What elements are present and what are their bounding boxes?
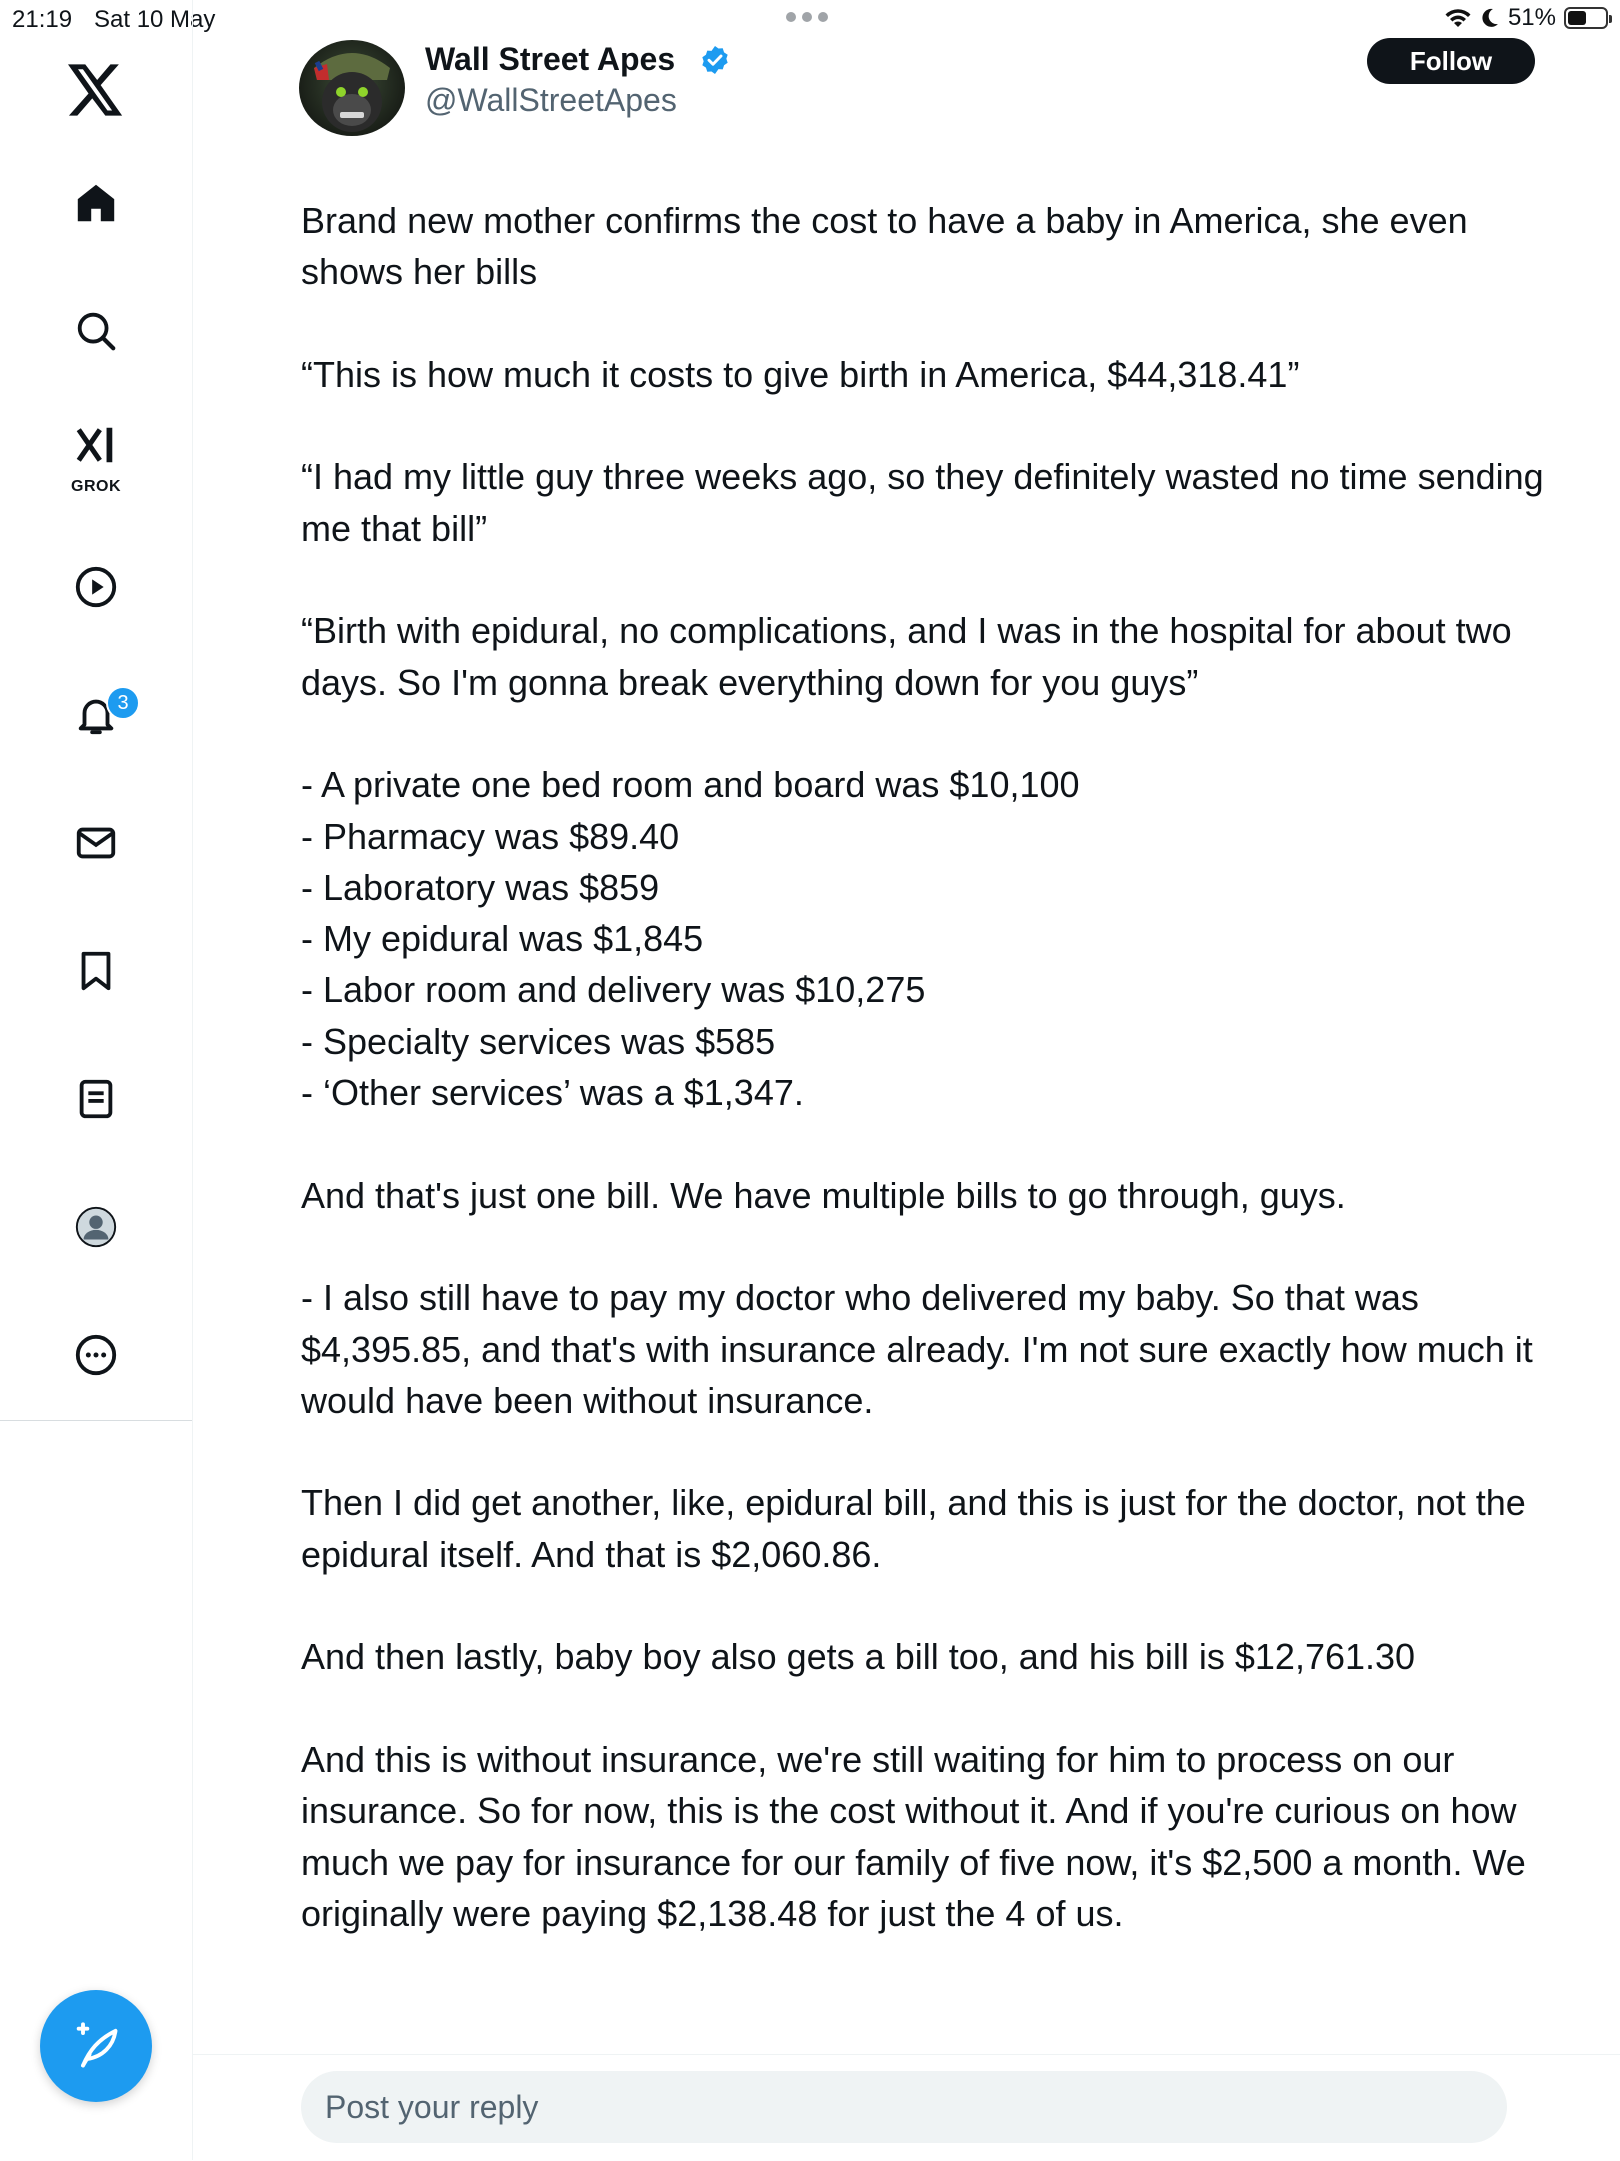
bill-items-list bbox=[301, 759, 1561, 1118]
reply-bar bbox=[193, 2054, 1620, 2161]
list-item: - ‘Other services’ was a $1,347. bbox=[301, 1072, 804, 1114]
tweet-paragraph-one-bill: And that's just one bill. We have multiple bills to go through, guys. bbox=[301, 1174, 1346, 1216]
status-time: 21:19 bbox=[12, 6, 73, 33]
compose-feather-icon bbox=[70, 2020, 122, 2072]
tweet-paragraph-intro: Brand new mother confirms the cost to have a baby in America, she even shows her bills bbox=[301, 200, 1468, 293]
x-logo-icon[interactable] bbox=[68, 64, 124, 116]
profile-icon bbox=[73, 1204, 119, 1250]
do-not-disturb-moon-icon bbox=[1480, 7, 1500, 29]
sidebar-item-bookmarks[interactable] bbox=[71, 946, 121, 996]
compose-post-button[interactable] bbox=[40, 1990, 152, 2102]
author-handle[interactable]: @WallStreetApes bbox=[425, 82, 677, 118]
reply-input[interactable] bbox=[301, 2071, 1507, 2143]
sidebar-divider bbox=[0, 1420, 192, 1421]
tweet-detail bbox=[193, 40, 1620, 2160]
wifi-icon bbox=[1444, 6, 1472, 30]
verified-badge-icon bbox=[699, 44, 731, 76]
tweet-paragraph-doctor: - I also still have to pay my doctor who delivered my baby. So that was $4,395.85, and that's with insurance already. I'm not sure exactly how much it would have been without insurance. bbox=[301, 1277, 1533, 1421]
sidebar-item-video[interactable] bbox=[71, 562, 121, 612]
search-icon bbox=[73, 308, 119, 354]
battery-icon bbox=[1564, 7, 1608, 29]
sidebar-item-profile[interactable] bbox=[71, 1202, 121, 1252]
sidebar-item-lists[interactable] bbox=[71, 1074, 121, 1124]
video-play-icon bbox=[73, 564, 119, 610]
sidebar-item-explore[interactable] bbox=[71, 306, 121, 356]
lists-icon bbox=[73, 1076, 119, 1122]
battery-percentage: 51% bbox=[1507, 4, 1556, 31]
more-icon bbox=[73, 1332, 119, 1378]
list-item: - Laboratory was $859 bbox=[301, 866, 660, 908]
tweet-paragraph-quote-total: “This is how much it costs to give birth in America, $44,318.41” bbox=[301, 353, 1300, 395]
grok-icon bbox=[73, 422, 119, 468]
mail-icon bbox=[73, 820, 119, 866]
list-item: - Pharmacy was $89.40 bbox=[301, 815, 680, 857]
notifications-badge: 3 bbox=[106, 686, 140, 720]
list-item: - My epidural was $1,845 bbox=[301, 918, 704, 960]
sidebar-nav bbox=[0, 0, 193, 2160]
gorilla-avatar-image bbox=[299, 40, 405, 136]
tweet-paragraph-insurance: And this is without insurance, we're still waiting for him to process on our insurance. So for now, this is the cost without it. And if you're curious on how much we pay for insurance for our family of five now, it's $2,500 a month. We originally were paying $2,138.48 for just the 4 of us. bbox=[301, 1738, 1526, 1934]
sidebar-item-grok[interactable] bbox=[71, 420, 121, 470]
sidebar-item-messages[interactable] bbox=[71, 818, 121, 868]
sidebar-item-more[interactable] bbox=[71, 1330, 121, 1380]
list-item: - Labor room and delivery was $10,275 bbox=[301, 969, 926, 1011]
home-icon bbox=[73, 180, 119, 226]
tweet-paragraph-epidural: Then I did get another, like, epidural bill, and this is just for the doctor, not the epidural itself. And that is $2,060.86. bbox=[301, 1482, 1526, 1575]
list-item: - Specialty services was $585 bbox=[301, 1020, 776, 1062]
tweet-paragraph-baby: And then lastly, baby boy also gets a bill too, and his bill is $12,761.30 bbox=[301, 1636, 1416, 1678]
list-item: - A private one bed room and board was $10,100 bbox=[301, 764, 1080, 806]
tweet-text bbox=[301, 195, 1561, 1990]
status-indicators bbox=[1444, 4, 1608, 32]
sidebar-item-home[interactable] bbox=[71, 178, 121, 228]
status-bar bbox=[0, 0, 1620, 40]
bookmark-icon bbox=[73, 948, 119, 994]
status-date: Sat 10 May bbox=[94, 6, 216, 33]
grok-label: GROK bbox=[71, 478, 121, 495]
tweet-paragraph-quote-breakdown: “Birth with epidural, no complications, and I was in the hospital for about two days. So I'm gonna break everything down for you guys” bbox=[301, 610, 1512, 703]
author-avatar[interactable] bbox=[299, 40, 405, 136]
author-display-name[interactable]: Wall Street Apes bbox=[425, 41, 676, 77]
follow-button[interactable]: Follow bbox=[1367, 38, 1535, 84]
tweet-paragraph-quote-timing: “I had my little guy three weeks ago, so they definitely wasted no time sending me that bill” bbox=[301, 456, 1544, 549]
multitasking-dots-icon[interactable] bbox=[786, 12, 828, 22]
